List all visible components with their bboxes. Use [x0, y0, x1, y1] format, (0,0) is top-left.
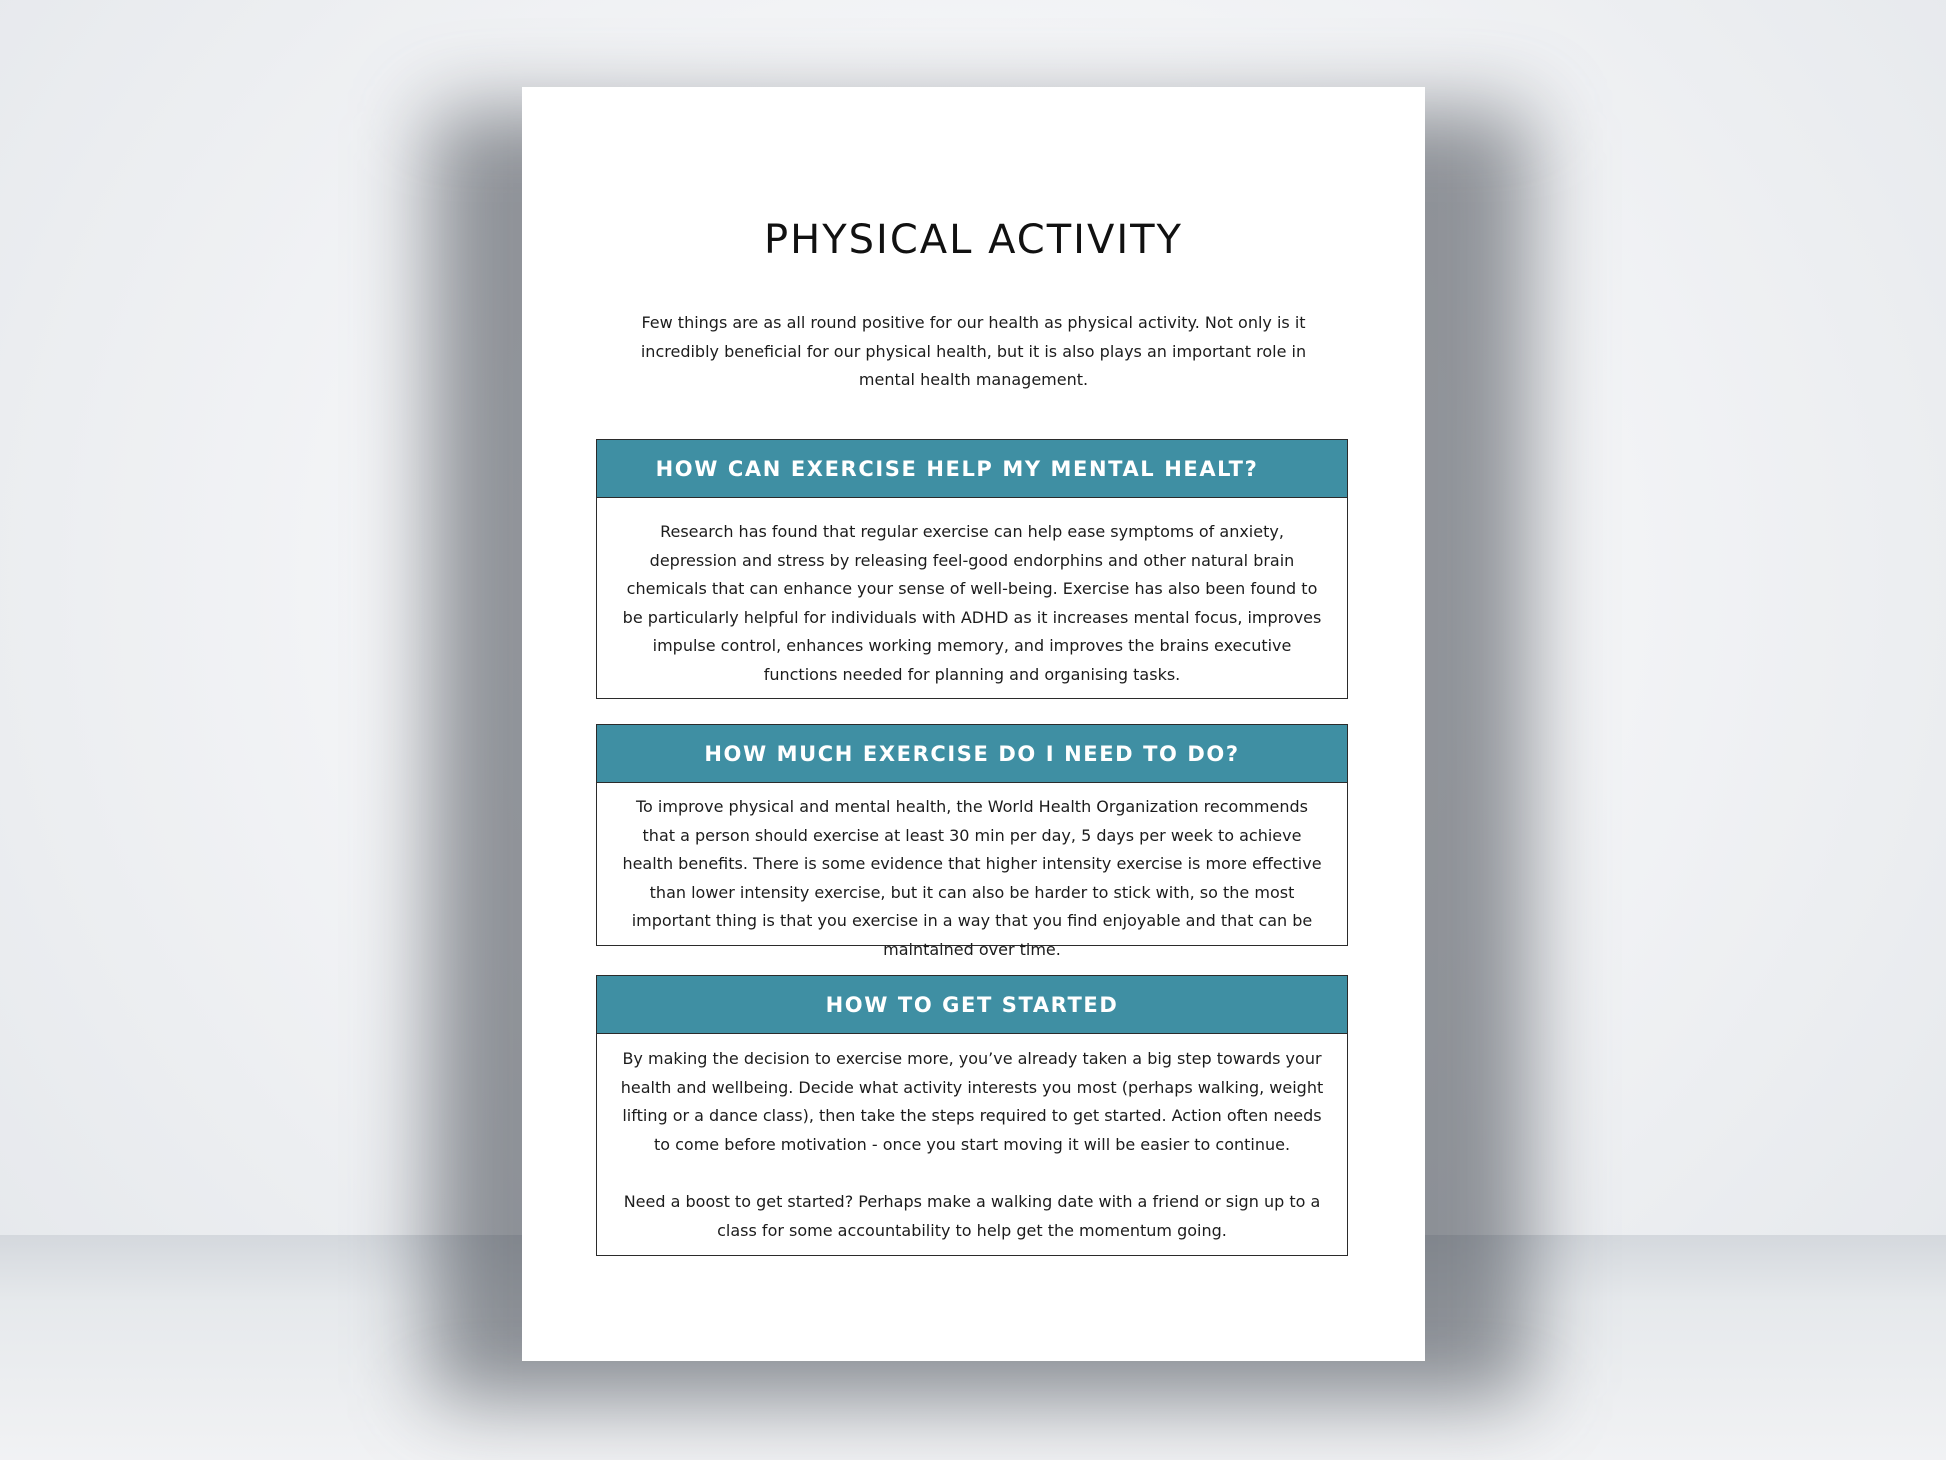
- section-get-started: [596, 975, 1348, 1256]
- intro-paragraph: Few things are as all round positive for our health as physical activity. Not only is it incredibly beneficial for our physical health, but it is also plays an important role in mental health management.: [640, 313, 1307, 389]
- paragraph-spacer: [619, 1159, 1325, 1188]
- section-paragraph: To improve physical and mental health, the World Health Organization recommends that a person should exercise at least 30 min per day, 5 days per week to achieve health benefits. There is some evidence that higher intensity exercise is more effective than lower intensity exercise, but it can also be harder to stick with, so the most important thing is that you exercise in a way that you find enjoyable and that can be maintained over time.: [622, 797, 1322, 959]
- section-paragraph: Need a boost to get started? Perhaps make a walking date with a friend or sign up to a class for some accountability to help get the momentum going.: [623, 1191, 1321, 1240]
- section-heading: HOW TO GET STARTED: [597, 976, 1347, 1034]
- section-heading: HOW CAN EXERCISE HELP MY MENTAL HEALT?: [597, 440, 1347, 498]
- section-body: [597, 783, 1347, 965]
- page-title: PHYSICAL ACTIVITY: [764, 217, 1183, 263]
- section-heading: HOW MUCH EXERCISE DO I NEED TO DO?: [597, 725, 1347, 783]
- section-paragraph: By making the decision to exercise more, you’ve already taken a big step towards your health and wellbeing. Decide what activity interests you most (perhaps walking, weight lifting or a dance class), then take the steps required to get started. Action often needs to come before motivation - once you start moving it will be easier to continue.: [620, 1049, 1324, 1154]
- section-paragraph: Research has found that regular exercise can help ease symptoms of anxiety, depression and stress by releasing feel-good endorphins and other natural brain chemicals that can enhance your sense of well-being. Exercise has also been found to be particularly helpful for individuals with ADHD as it increases mental focus, improves impulse control, enhances working memory, and improves the brains executive functions needed for planning and organising tasks.: [622, 522, 1322, 684]
- document-page: [522, 87, 1425, 1361]
- section-mental-health: [596, 439, 1348, 699]
- section-body: [597, 1034, 1347, 1245]
- section-body: [597, 498, 1347, 690]
- section-how-much-exercise: [596, 724, 1348, 959]
